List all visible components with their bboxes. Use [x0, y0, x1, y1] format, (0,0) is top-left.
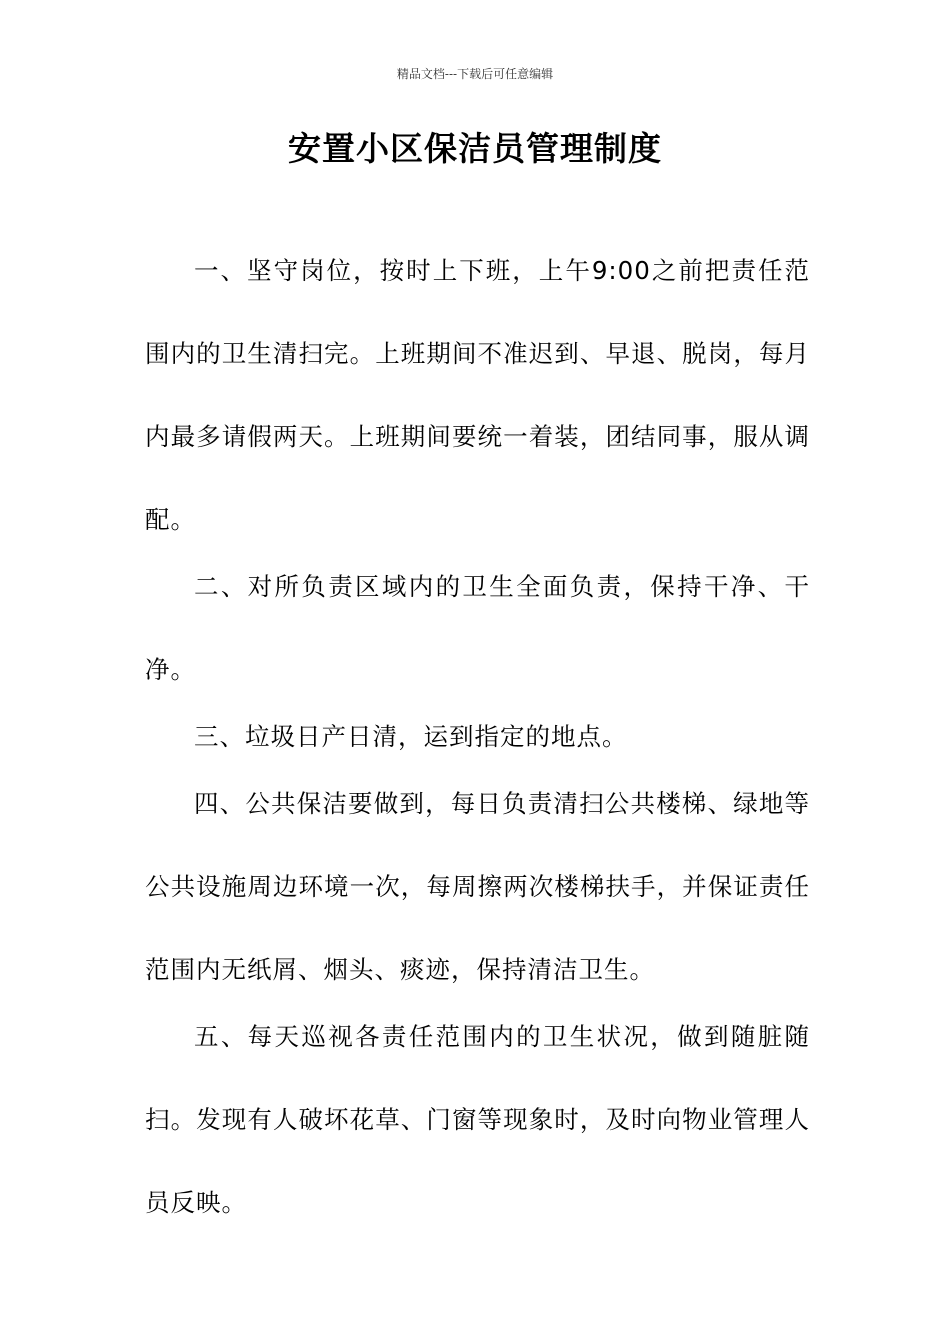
header-note: 精品文档---下载后可任意编辑	[396, 67, 554, 81]
paragraph-3: 三、垃圾日产日清，运到指定的地点。	[194, 722, 628, 751]
document-body	[145, 229, 810, 1244]
page-title: 安置小区保洁员管理制度	[288, 129, 662, 168]
paragraph-4: 四、公共保洁要做到，每日负责清扫公共楼梯、绿地等公共设施周边环境一次，每周擦两次楼梯扶手，并保证责任范围内无纸屑、烟头、痰迹，保持清洁卫生。	[145, 789, 810, 984]
paragraph-5: 五、每天巡视各责任范围内的卫生状况，做到随脏随扫。发现有人破坏花草、门窗等现象时，及时向物业管理人员反映。	[145, 1022, 810, 1217]
paragraph-2: 二、对所负责区域内的卫生全面负责，保持干净、干净。	[145, 572, 810, 684]
paragraph-1: 一、坚守岗位，按时上下班，上午9:00之前把责任范围内的卫生清扫完。上班期间不准迟到、早退、脱岗，每月内最多请假两天。上班期间要统一着装，团结同事，服从调配。	[145, 256, 810, 534]
